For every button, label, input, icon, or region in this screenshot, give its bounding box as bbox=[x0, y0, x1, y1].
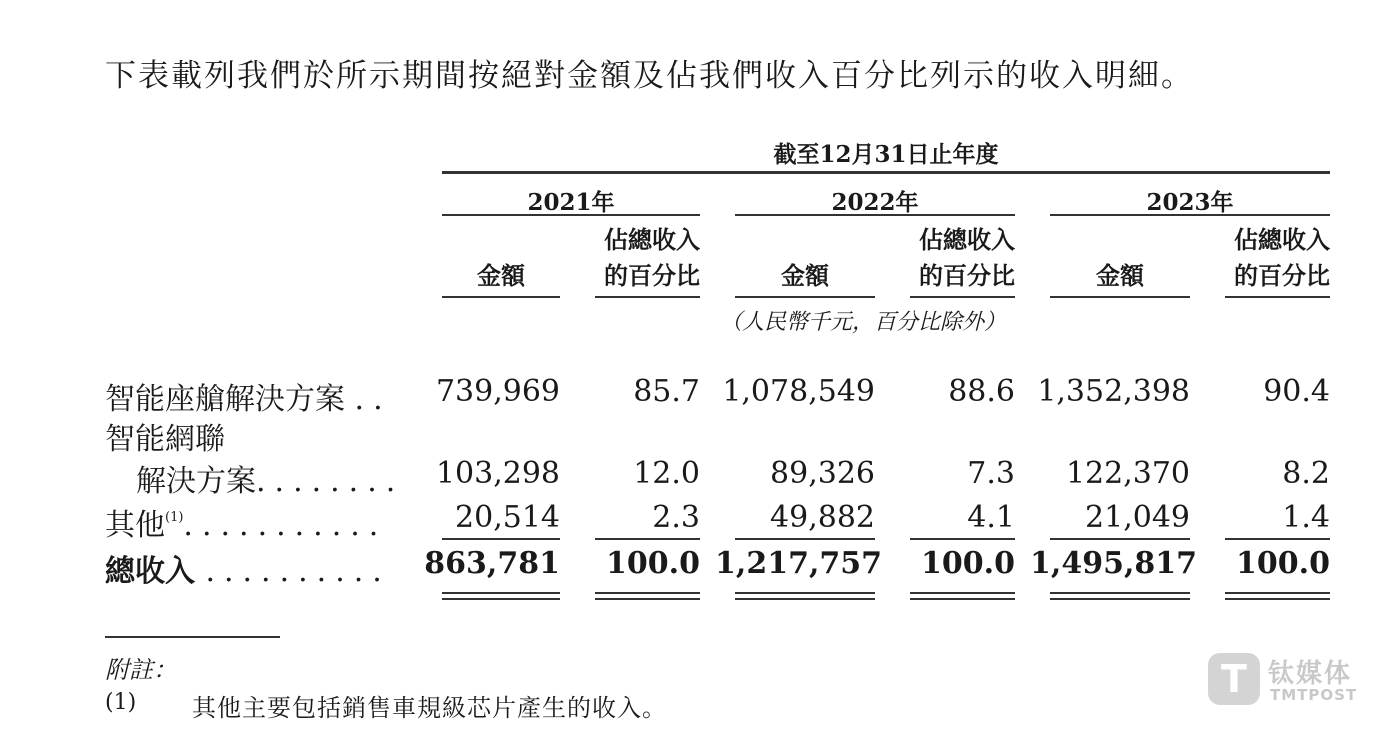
subtotal-rule bbox=[1225, 538, 1330, 540]
total-double-rule bbox=[1050, 598, 1190, 600]
total-cell: 100.0 bbox=[606, 546, 700, 581]
watermark-name: 钛媒体 bbox=[1268, 659, 1353, 689]
table-cell: 1.4 bbox=[1282, 500, 1330, 535]
table-cell: 49,882 bbox=[770, 500, 875, 535]
year-rule-2022 bbox=[735, 214, 1015, 216]
total-double-rule bbox=[442, 598, 560, 600]
pct-header-2021: 佔總收入 的百分比 bbox=[604, 225, 700, 290]
note-text: 其他主要包括銷售車規級芯片產生的收入。 bbox=[192, 694, 667, 722]
table-cell: 89,326 bbox=[770, 456, 875, 491]
total-double-rule bbox=[735, 598, 875, 600]
col-rule bbox=[910, 296, 1015, 298]
table-cell: 1,078,549 bbox=[722, 374, 875, 409]
total-double-rule bbox=[1050, 592, 1190, 594]
period-header: 截至12月31日止年度 bbox=[773, 141, 999, 168]
table-cell: 122,370 bbox=[1065, 456, 1190, 491]
total-cell: 863,781 bbox=[424, 546, 560, 581]
amount-header-2023: 金額 bbox=[1096, 261, 1144, 290]
table-cell: 2.3 bbox=[652, 500, 700, 535]
row-label-total: 總收入 .......... bbox=[105, 554, 391, 589]
row-label-cockpit: 智能座艙解決方案 .. bbox=[105, 382, 392, 417]
year-rule-2021 bbox=[442, 214, 700, 216]
watermark-brand: TMTPOST bbox=[1270, 686, 1358, 704]
total-double-rule bbox=[910, 598, 1015, 600]
table-cell: 4.1 bbox=[967, 500, 1015, 535]
total-cell: 1,495,817 bbox=[1030, 546, 1198, 581]
intro-text: 下表載列我們於所示期間按絕對金額及佔我們收入百分比列示的收入明細。 bbox=[105, 58, 1194, 94]
col-rule bbox=[442, 296, 560, 298]
year-2021: 2021年 bbox=[527, 189, 615, 216]
pct-header-2023: 佔總收入 的百分比 bbox=[1234, 225, 1330, 290]
total-double-rule bbox=[595, 598, 700, 600]
amount-header-2021: 金額 bbox=[477, 261, 525, 290]
table-cell: 1,352,398 bbox=[1037, 374, 1190, 409]
col-rule bbox=[735, 296, 875, 298]
table-cell: 12.0 bbox=[633, 456, 700, 491]
pct-header-2022: 佔總收入 的百分比 bbox=[919, 225, 1015, 290]
col-rule bbox=[1050, 296, 1190, 298]
row-label-connectivity-line2: 解決方案........ bbox=[136, 464, 405, 499]
table-cell: 21,049 bbox=[1085, 500, 1190, 535]
note-index: (1) bbox=[105, 690, 137, 715]
period-rule bbox=[442, 171, 1330, 174]
table-cell: 739,969 bbox=[435, 374, 560, 409]
row-label-others: 其他$^{(1)}$........... bbox=[105, 508, 388, 543]
table-cell: 20,514 bbox=[455, 500, 560, 535]
notes-separator bbox=[105, 636, 280, 638]
table-cell: 7.3 bbox=[967, 456, 1015, 491]
year-2022: 2022年 bbox=[831, 189, 919, 216]
total-double-rule bbox=[735, 592, 875, 594]
subtotal-rule bbox=[735, 538, 875, 540]
table-cell: 88.6 bbox=[948, 374, 1015, 409]
total-double-rule bbox=[595, 592, 700, 594]
row-label-connectivity: 智能網聯 bbox=[105, 422, 225, 457]
total-double-rule bbox=[1225, 592, 1330, 594]
unit-note: （人民幣千元，百分比除外） bbox=[720, 310, 1007, 335]
table-cell: 103,298 bbox=[435, 456, 560, 491]
total-double-rule bbox=[1225, 598, 1330, 600]
subtotal-rule bbox=[1050, 538, 1190, 540]
tmtpost-logo-glyph: T bbox=[1221, 657, 1247, 701]
table-cell: 90.4 bbox=[1263, 374, 1330, 409]
footnote-marker: (1) bbox=[165, 510, 184, 525]
total-cell: 100.0 bbox=[1236, 546, 1330, 581]
col-rule bbox=[595, 296, 700, 298]
table-cell: 8.2 bbox=[1282, 456, 1330, 491]
table-cell: 85.7 bbox=[633, 374, 700, 409]
year-rule-2023 bbox=[1050, 214, 1330, 216]
total-double-rule bbox=[910, 592, 1015, 594]
subtotal-rule bbox=[595, 538, 700, 540]
col-rule bbox=[1225, 296, 1330, 298]
amount-header-2022: 金額 bbox=[781, 261, 829, 290]
year-2023: 2023年 bbox=[1146, 189, 1234, 216]
total-cell: 1,217,757 bbox=[715, 546, 883, 581]
total-cell: 100.0 bbox=[921, 546, 1015, 581]
total-double-rule bbox=[442, 592, 560, 594]
subtotal-rule bbox=[442, 538, 560, 540]
subtotal-rule bbox=[910, 538, 1015, 540]
notes-title: 附註： bbox=[105, 656, 177, 684]
